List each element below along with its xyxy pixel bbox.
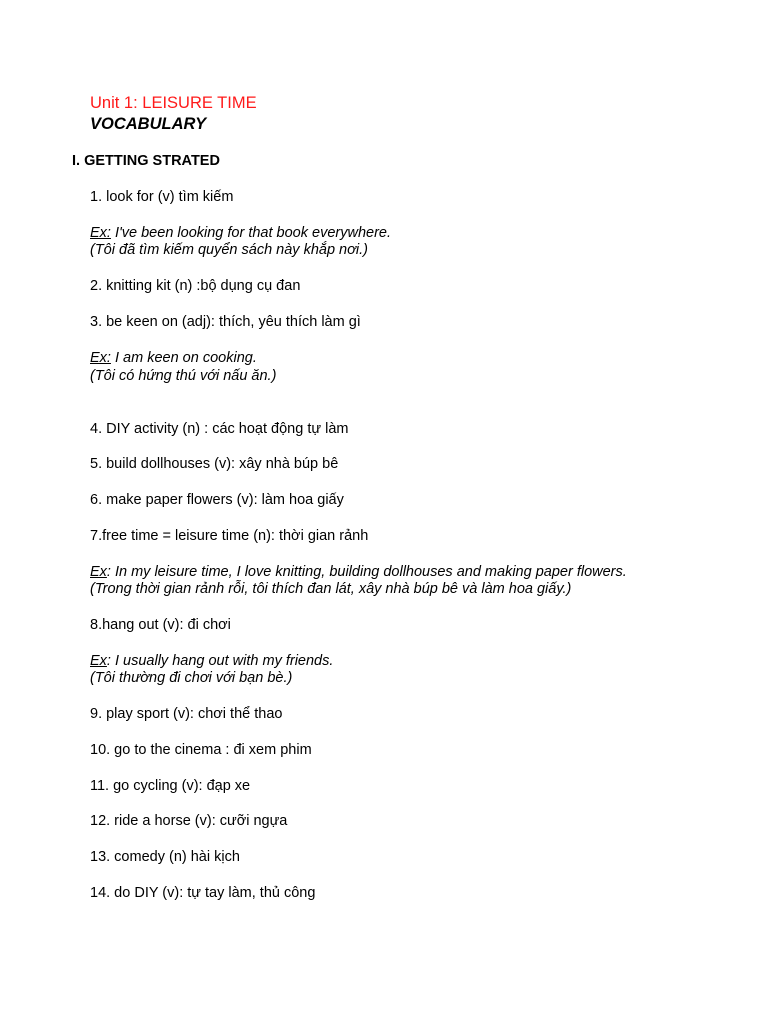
example-text: : I usually hang out with my friends.: [106, 653, 334, 669]
vocab-item: 10. go to the cinema : đi xem phim: [90, 742, 312, 758]
vocab-item: 4. DIY activity (n) : các hoạt động tự làm: [90, 421, 349, 437]
example-translation: (Trong thời gian rảnh rỗi, tôi thích đan lát, xây nhà búp bê và làm hoa giấy.): [90, 581, 572, 597]
vocab-item: 12. ride a horse (v): cưỡi ngựa: [90, 813, 288, 829]
vocab-item: 7.free time = leisure time (n): thời gian rảnh: [90, 528, 369, 544]
example-label: Ex:: [90, 350, 111, 366]
vocab-item: 11. go cycling (v): đạp xe: [90, 778, 251, 794]
vocabulary-heading: VOCABULARY: [90, 115, 207, 133]
vocab-item: 2. knitting kit (n) :bộ dụng cụ đan: [90, 278, 301, 294]
section-heading: I. GETTING STRATED: [72, 153, 220, 169]
vocab-item: 8.hang out (v): đi chơi: [90, 617, 231, 633]
example-text: : In my leisure time, I love knitting, building dollhouses and making paper flowers.: [106, 564, 627, 580]
vocab-item: 3. be keen on (adj): thích, yêu thích làm gì: [90, 314, 361, 330]
vocab-item: 14. do DIY (v): tự tay làm, thủ công: [90, 885, 316, 901]
example-label: Ex:: [90, 225, 111, 241]
vocab-item: 1. look for (v) tìm kiếm: [90, 189, 234, 205]
example-label: Ex: [90, 653, 107, 669]
example-sentence: [90, 349, 257, 367]
example-translation: (Tôi đã tìm kiếm quyển sách này khắp nơi.): [90, 242, 368, 258]
example-sentence: [90, 563, 627, 581]
vocab-item: 5. build dollhouses (v): xây nhà búp bê: [90, 456, 339, 472]
vocab-item: 9. play sport (v): chơi thể thao: [90, 706, 283, 722]
example-text: I am keen on cooking.: [110, 350, 257, 366]
example-sentence: [90, 224, 391, 242]
example-text: I've been looking for that book everywhere.: [110, 225, 391, 241]
example-sentence: [90, 652, 333, 670]
vocab-item: 6. make paper flowers (v): làm hoa giấy: [90, 492, 344, 508]
example-label: Ex: [90, 564, 107, 580]
example-translation: (Tôi thường đi chơi với bạn bè.): [90, 670, 293, 686]
example-translation: (Tôi có hứng thú với nấu ăn.): [90, 368, 277, 384]
unit-title: Unit 1: LEISURE TIME: [90, 94, 257, 112]
vocab-item: 13. comedy (n) hài kịch: [90, 849, 240, 865]
